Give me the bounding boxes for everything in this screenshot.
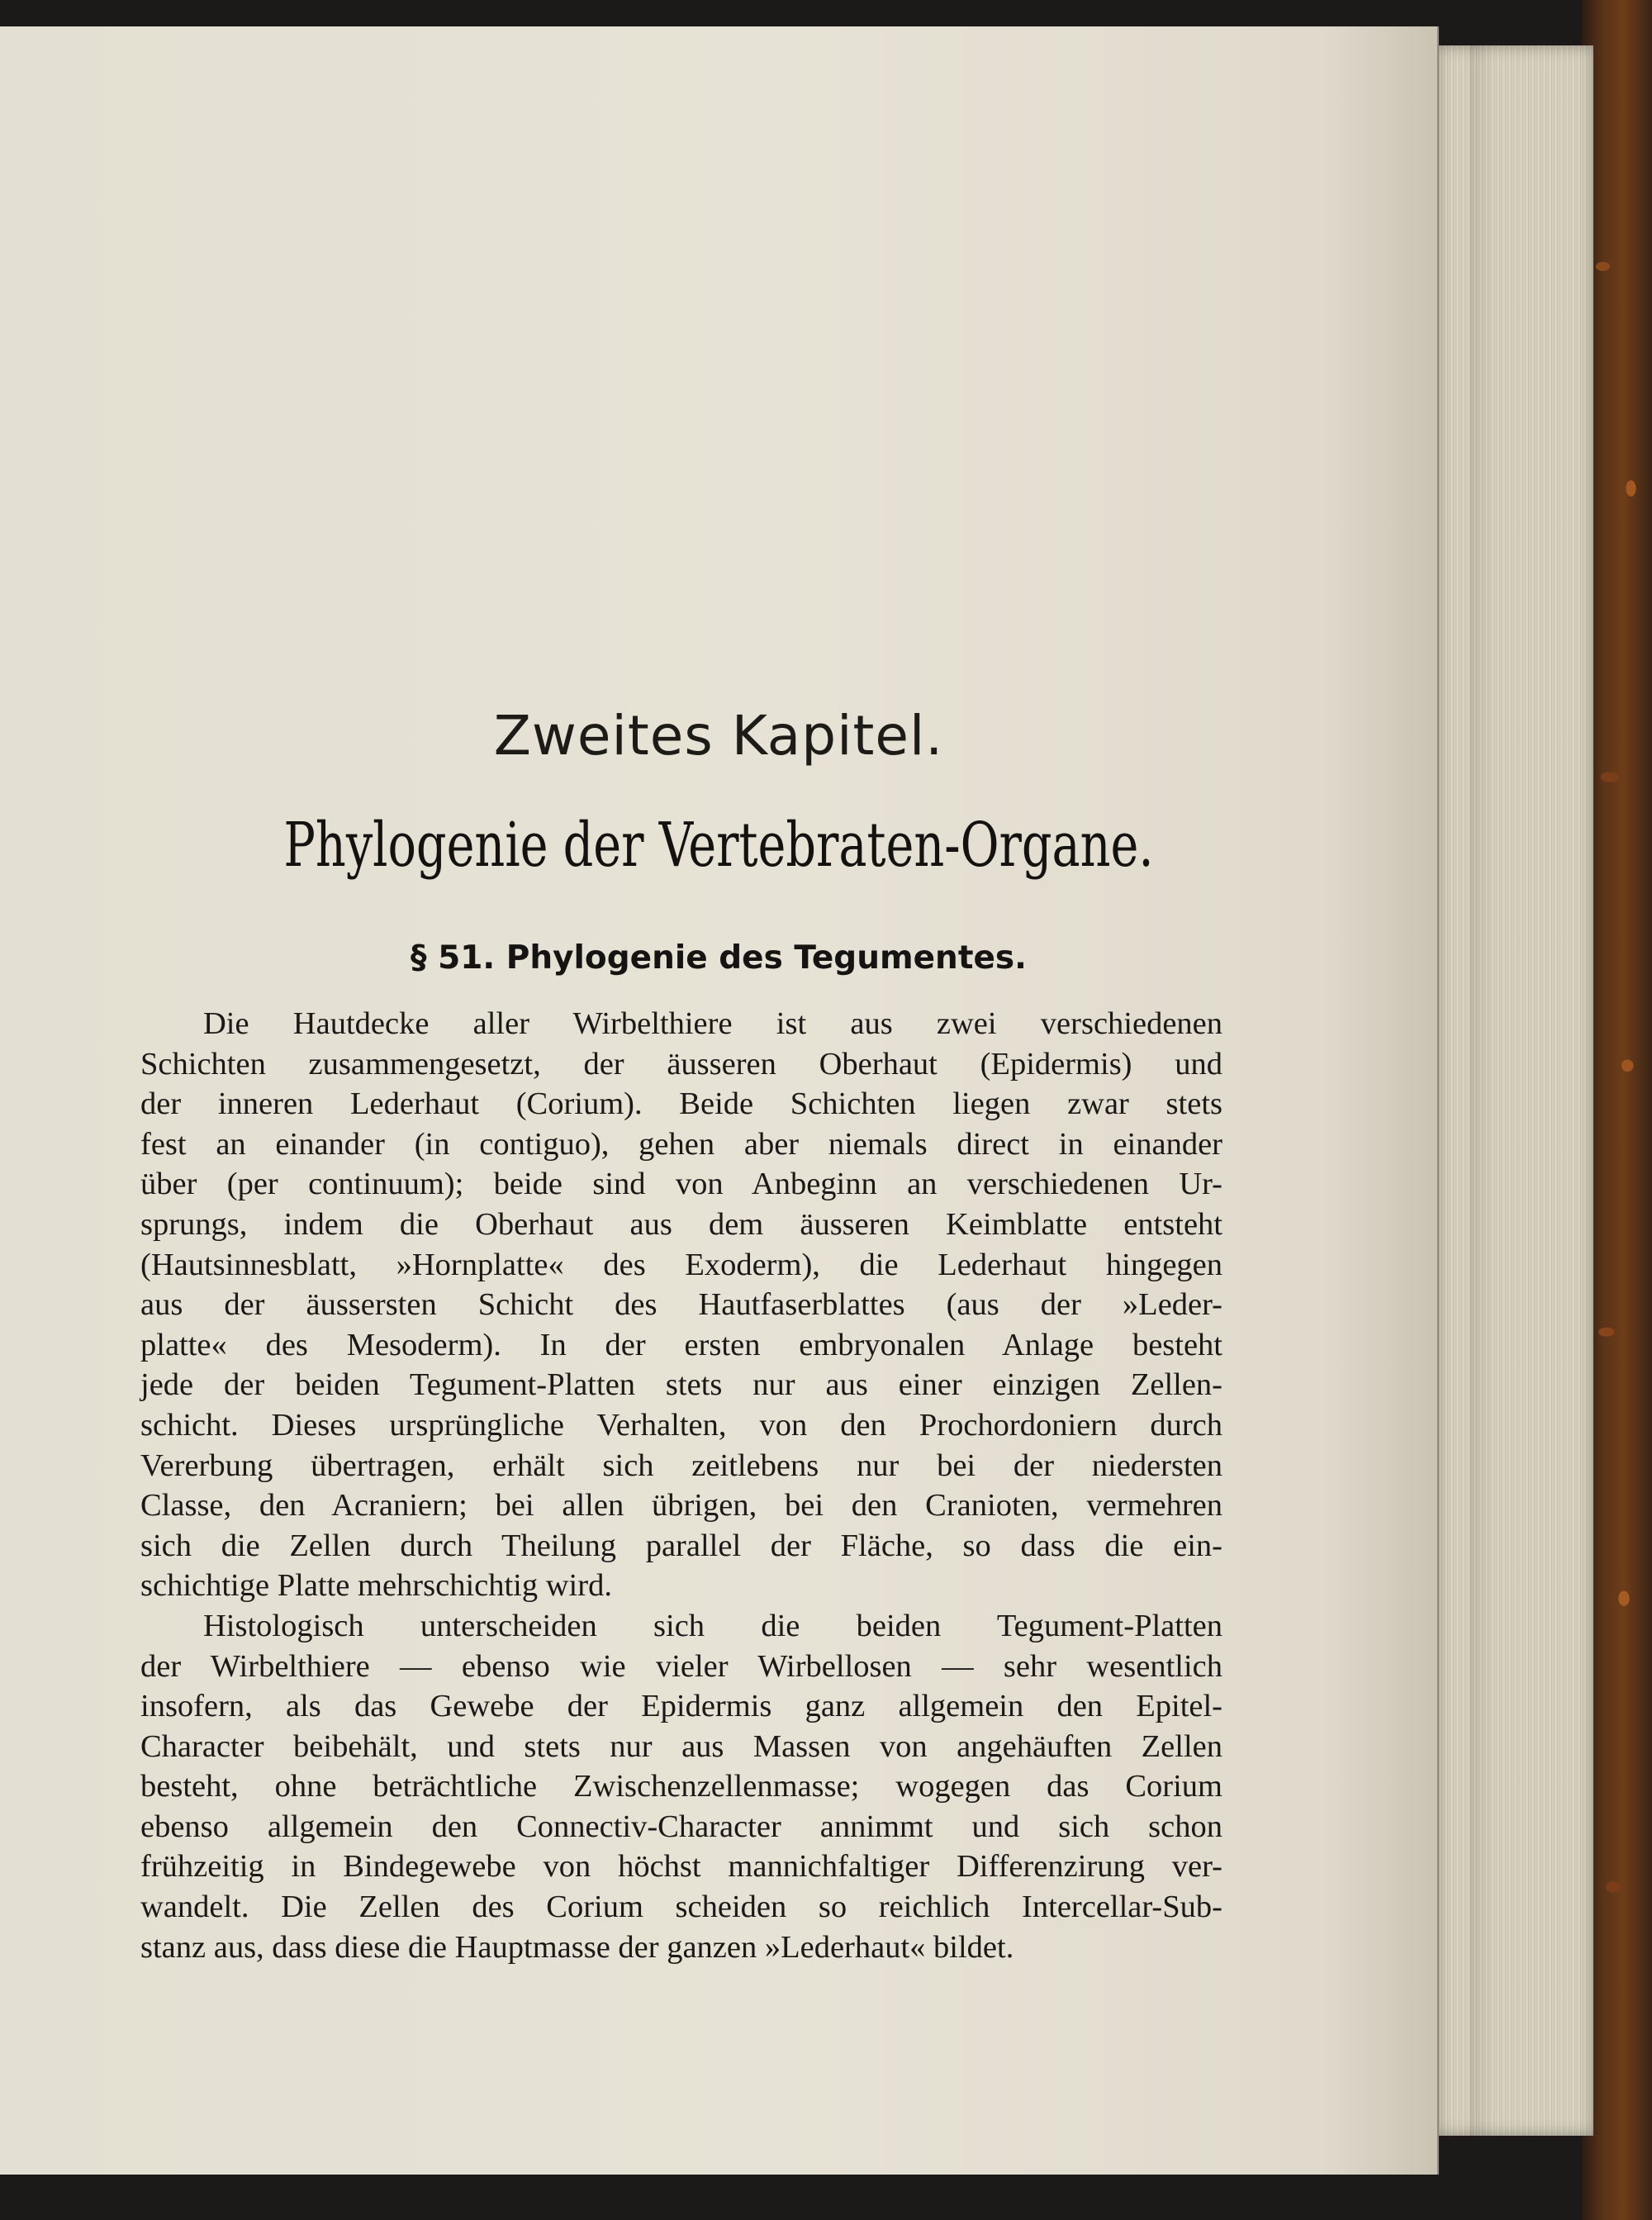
text-line: Character beibehält, und stets nur aus Massen von angehäuften Zellen xyxy=(140,1728,1222,1764)
section-heading: § 51. Phylogenie des Tegumentes. xyxy=(411,939,1027,977)
text-line: jede der beiden Tegument-Platten stets nur aus einer einzigen Zellen- xyxy=(140,1367,1222,1403)
text-line: Schichten zusammengesetzt, der äusseren Oberhaut (Epidermis) und xyxy=(140,1046,1222,1081)
text-line: sprungs, indem die Oberhaut aus dem äusseren Keimblatte entsteht xyxy=(140,1206,1222,1242)
text-line: fest an einander (in contiguo), gehen aber niemals direct in einander xyxy=(140,1126,1222,1162)
page-edge-shadow xyxy=(1469,45,1494,2136)
text-line: insofern, als das Gewebe der Epidermis ganz allgemein den Epitel- xyxy=(140,1689,1222,1724)
text-line: ebenso allgemein den Connectiv-Character annimmt und sich schon xyxy=(140,1809,1222,1844)
page-edges xyxy=(1433,45,1593,2136)
text-line: Die Hautdecke aller Wirbelthiere ist aus zwei verschiedenen xyxy=(203,1006,1222,1041)
text-line: Vererbung übertragen, erhält sich zeitlebens nur bei der niedersten xyxy=(140,1448,1222,1483)
text-line: besteht, ohne beträchtliche Zwischenzellenmasse; wogegen das Corium xyxy=(140,1769,1222,1804)
book-page xyxy=(0,26,1439,2175)
text-line: aus der äussersten Schicht des Hautfaserblattes (aus der »Leder- xyxy=(140,1287,1222,1323)
text-line: Classe, den Acraniern; bei allen übrigen, bei den Cranioten, vermehren xyxy=(140,1488,1222,1524)
text-line: platte« des Mesoderm). In der ersten embryonalen Anlage besteht xyxy=(140,1327,1222,1362)
text-line: der inneren Lederhaut (Corium). Beide Schichten liegen zwar stets xyxy=(140,1086,1222,1122)
text-line: frühzeitig in Bindegewebe von höchst mannichfaltiger Differenzirung ver- xyxy=(140,1849,1222,1885)
page-title: Phylogenie der Vertebraten-Organe. xyxy=(283,810,1154,881)
text-line: schichtige Platte mehrschichtig wird. xyxy=(140,1568,612,1604)
text-line: stanz aus, dass diese die Hauptmasse der ganzen »Lederhaut« bildet. xyxy=(140,1929,1014,1965)
text-line: schicht. Dieses ursprüngliche Verhalten, von den Prochordoniern durch xyxy=(140,1407,1222,1443)
body-text xyxy=(140,1004,1222,1967)
paragraph-2 xyxy=(140,1606,1222,1967)
paragraph-1 xyxy=(140,1004,1222,1606)
text-line: wandelt. Die Zellen des Corium scheiden so reichlich Intercellar-Sub- xyxy=(140,1890,1222,1925)
text-line: der Wirbelthiere — ebenso wie vieler Wirbellosen — sehr wesentlich xyxy=(140,1648,1222,1684)
text-line: Histologisch unterscheiden sich die beiden Tegument-Platten xyxy=(203,1608,1222,1643)
text-line: sich die Zellen durch Theilung parallel der Fläche, so dass die ein- xyxy=(140,1528,1222,1563)
chapter-heading: Zweites Kapitel. xyxy=(493,704,944,768)
text-line: über (per continuum); beide sind von Anbeginn an verschiedenen Ur- xyxy=(140,1167,1222,1202)
text-line: (Hautsinnesblatt, »Hornplatte« des Exoderm), die Lederhaut hingegen xyxy=(140,1247,1222,1282)
